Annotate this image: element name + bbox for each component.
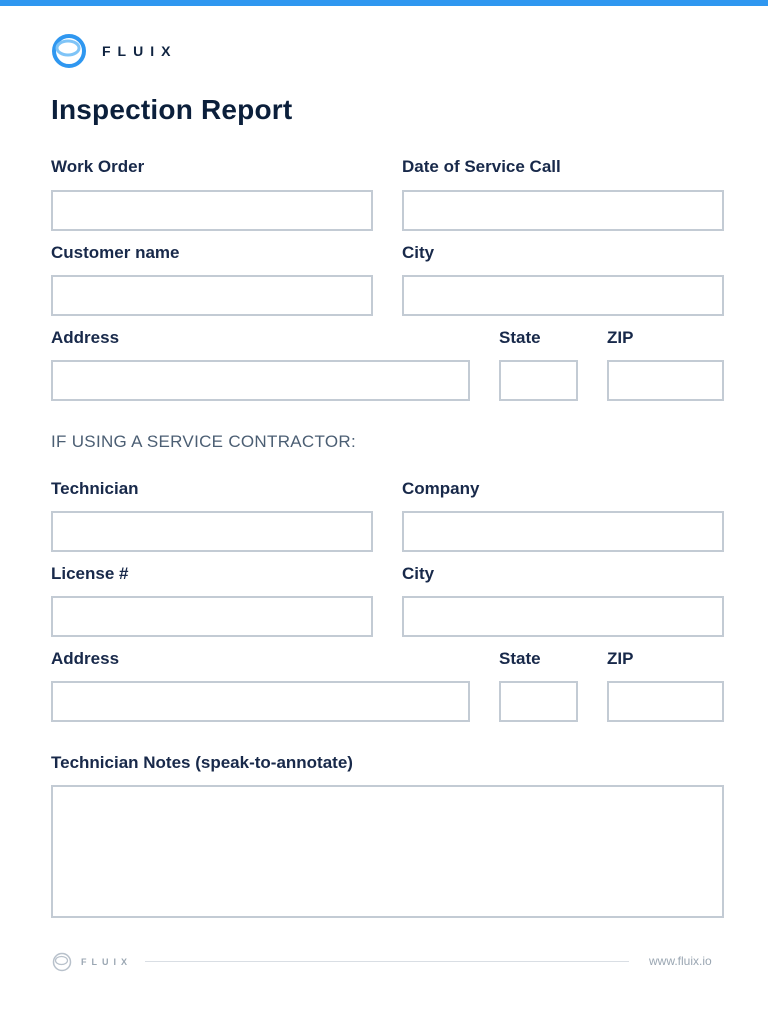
contractor-state-field[interactable]: [499, 681, 578, 722]
address-label: Address: [51, 328, 120, 347]
company-field[interactable]: [402, 511, 724, 552]
contractor-state-label: State: [499, 649, 541, 668]
fluix-footer-logo-icon: [52, 952, 72, 972]
brand-wordmark: FLUIX: [102, 43, 178, 59]
footer-divider: [145, 961, 629, 962]
date-of-service-field[interactable]: [402, 190, 724, 231]
customer-name-field[interactable]: [51, 275, 373, 316]
state-label: State: [499, 328, 541, 347]
license-field[interactable]: [51, 596, 373, 637]
top-accent-bar: [0, 0, 768, 6]
technician-label: Technician: [51, 479, 139, 498]
zip-label: ZIP: [607, 328, 634, 347]
page-title: Inspection Report: [51, 94, 293, 125]
contractor-city-field[interactable]: [402, 596, 724, 637]
fluix-logo-icon: [52, 34, 86, 68]
technician-notes-field[interactable]: [51, 785, 724, 918]
work-order-label: Work Order: [51, 157, 145, 176]
license-label: License #: [51, 564, 129, 583]
contractor-address-label: Address: [51, 649, 120, 668]
contractor-address-field[interactable]: [51, 681, 470, 722]
work-order-field[interactable]: [51, 190, 373, 231]
contractor-zip-label: ZIP: [607, 649, 634, 668]
city-label: City: [402, 243, 435, 262]
state-field[interactable]: [499, 360, 578, 401]
contractor-zip-field[interactable]: [607, 681, 724, 722]
address-field[interactable]: [51, 360, 470, 401]
customer-name-label: Customer name: [51, 243, 180, 262]
footer-url-link[interactable]: www.fluix.io: [649, 954, 712, 968]
date-of-service-label: Date of Service Call: [402, 157, 561, 176]
contractor-city-label: City: [402, 564, 435, 583]
technician-field[interactable]: [51, 511, 373, 552]
technician-notes-label: Technician Notes (speak-to-annotate): [51, 753, 353, 772]
zip-field[interactable]: [607, 360, 724, 401]
footer-wordmark: FLUIX: [81, 957, 132, 967]
brand-logo: [52, 34, 177, 68]
company-label: Company: [402, 479, 480, 498]
contractor-section-heading: IF USING A SERVICE CONTRACTOR:: [51, 432, 356, 451]
city-field[interactable]: [402, 275, 724, 316]
footer-logo: [52, 952, 132, 972]
